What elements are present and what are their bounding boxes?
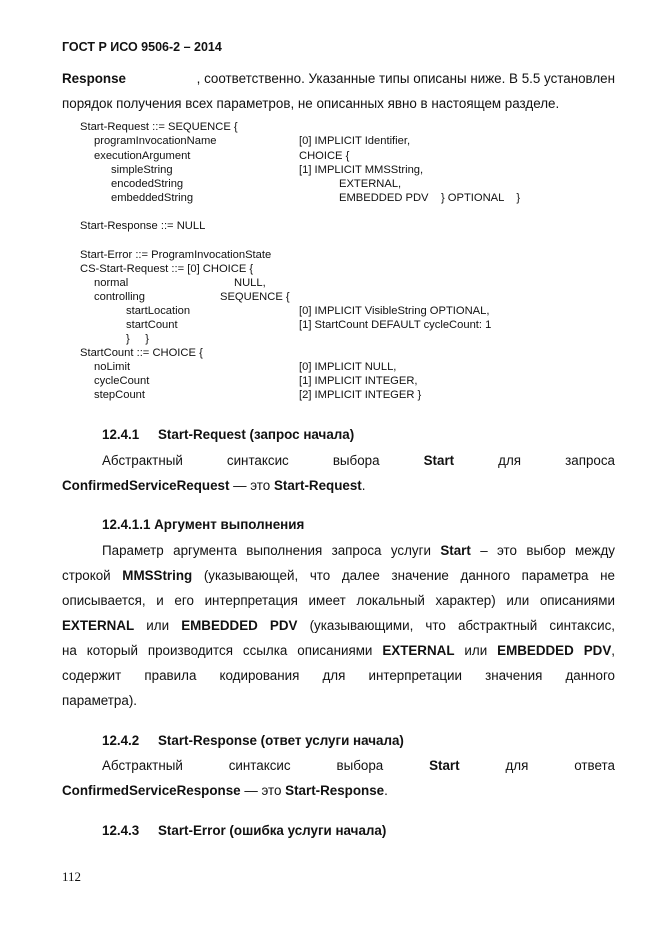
asn-start-count-type: [1] StartCount DEFAULT cycleCount: 1 [299,319,492,331]
bold-text: Start [423,453,455,468]
text-run: , соответственно. Указанные типы описаны ниже. В 5.5 установлен [196,71,615,86]
bold-text: EXTERNAL [62,618,135,633]
text-run: строкой [62,568,123,583]
asn-no-limit: noLimit [94,361,131,373]
asn-controlling: controlling [94,291,145,303]
argument-line [62,613,615,638]
asn-start-request-def: Start-Request ::= SEQUENCE { [80,121,238,133]
asn-program-invocation-name-type: [0] IMPLICIT Identifier, [299,135,411,147]
section-number: 12.4.2 [102,733,140,748]
text-run: . [384,783,388,798]
asn-cycle-count-type: [1] IMPLICIT INTEGER, [299,375,418,387]
asn-closing-braces: } } [126,333,150,345]
bold-text: Start [429,758,460,773]
asn-controlling-type: SEQUENCE { [220,291,290,303]
asn-simple-string-type: [1] IMPLICIT MMSString, [299,164,424,176]
text-run: Абстрактный [102,758,183,773]
asn-step-count: stepCount [94,389,145,401]
text-run: – это выбор между [470,543,615,558]
asn-cycle-count: cycleCount [94,375,150,387]
intro-line-1 [62,66,615,91]
section-12-4-1-1-paragraph [62,538,615,713]
argument-line [62,588,615,613]
section-12-4-1-paragraph [62,448,615,498]
asn-execution-argument: executionArgument [94,150,191,162]
argument-line [62,663,615,688]
asn-simple-string: simpleString [111,164,173,176]
section-number: 12.4.1 [102,427,140,442]
text-run: , [611,643,615,658]
section-12-4-1-1-heading: 12.4.1.1 Аргумент выполнения [102,517,305,532]
text-run: выбора [332,453,380,468]
text-run: ответа [574,758,615,773]
asn-program-invocation-name: programInvocationName [94,135,217,147]
section-12-4-2-heading [102,733,404,748]
asn-start-location: startLocation [126,305,191,317]
section-title: Start-Request (запрос начала) [158,427,355,442]
argument-line [62,638,615,663]
text-run: (указывающей, что далее значение данного параметра не [192,568,615,583]
argument-last-line: параметра). [62,693,138,708]
asn-start-location-type: [0] IMPLICIT VisibleString OPTIONAL, [299,305,490,317]
text-run: для [505,758,529,773]
bold-text: Response [62,71,126,86]
document-header: ГОСТ Р ИСО 9506-2 – 2014 [62,40,222,54]
text-run: выбора [336,758,384,773]
asn-cs-start-request-def: CS-Start-Request ::= [0] CHOICE { [80,263,254,275]
text-run: Параметр аргумента выполнения запроса услуги [102,543,441,558]
argument-line [62,538,615,563]
section-12-4-3-heading [102,823,386,838]
asn-startcount-def: StartCount ::= CHOICE { [80,347,203,359]
bold-text: ConfirmedServiceRequest [62,478,230,493]
asn-normal: normal [94,277,129,289]
text-run: Абстрактный [102,453,183,468]
asn-start-response-def: Start-Response ::= NULL [80,220,206,232]
asn-embedded-string: embeddedString [111,192,194,204]
intro-line-2: порядок получения всех параметров, не описанных явно в настоящем разделе. [62,96,560,111]
argument-lines [62,538,615,688]
asn-start-error-def: Start-Error ::= ProgramInvocationState [80,249,272,261]
section-12-4-1-heading [102,427,354,442]
bold-text: EXTERNAL [382,643,455,658]
section-12-4-1-line-1 [62,448,615,473]
text-run: на который производится ссылка описаниями [62,643,383,658]
bold-text: Start [440,543,471,558]
section-title: Start-Response (ответ услуги начала) [158,733,404,748]
asn-execution-argument-type: CHOICE { [299,150,350,162]
section-12-4-2-paragraph [62,753,615,803]
bold-text: Start-Response [285,783,385,798]
bold-text: EMBEDDED PDV [497,643,612,658]
text-run: содержит правила кодирования для интерпретации значения данного [62,668,615,683]
section-12-4-2-line-2 [62,778,615,803]
section-12-4-2-line-1 [62,753,615,778]
text-run: или [134,618,182,633]
text-run: синтаксис [228,758,291,773]
bold-text: Start-Request [273,478,362,493]
bold-text: EMBEDDED PDV [181,618,298,633]
section-title: Start-Error (ошибка услуги начала) [158,823,387,838]
asn-no-limit-type: [0] IMPLICIT NULL, [299,361,397,373]
text-run: или [454,643,498,658]
text-run: . [361,478,366,493]
section-12-4-1-line-2 [62,473,615,498]
text-run: — это [229,478,274,493]
asn-normal-type: NULL, [234,277,266,289]
bold-text: ConfirmedServiceResponse [62,783,241,798]
section-number: 12.4.3 [102,823,140,838]
text-run: (указывающими, что абстрактный синтаксис, [297,618,615,633]
asn-encoded-string-type: EXTERNAL, [339,178,402,190]
text-run: синтаксис [226,453,289,468]
asn-encoded-string: encodedString [111,178,184,190]
asn-embedded-string-type: EMBEDDED PDV } OPTIONAL } [339,192,521,204]
bold-text: MMSString [122,568,193,583]
text-run: описывается, и его интерпретация имеет локальный характер) или описаниями [62,593,615,608]
text-run: для [498,453,522,468]
argument-line [62,563,615,588]
asn-step-count-type: [2] IMPLICIT INTEGER } [299,389,422,401]
page-number: 112 [62,869,82,884]
text-run: запроса [565,453,615,468]
text-run: — это [240,783,286,798]
asn-start-count: startCount [126,319,178,331]
intro-paragraph [62,66,615,116]
